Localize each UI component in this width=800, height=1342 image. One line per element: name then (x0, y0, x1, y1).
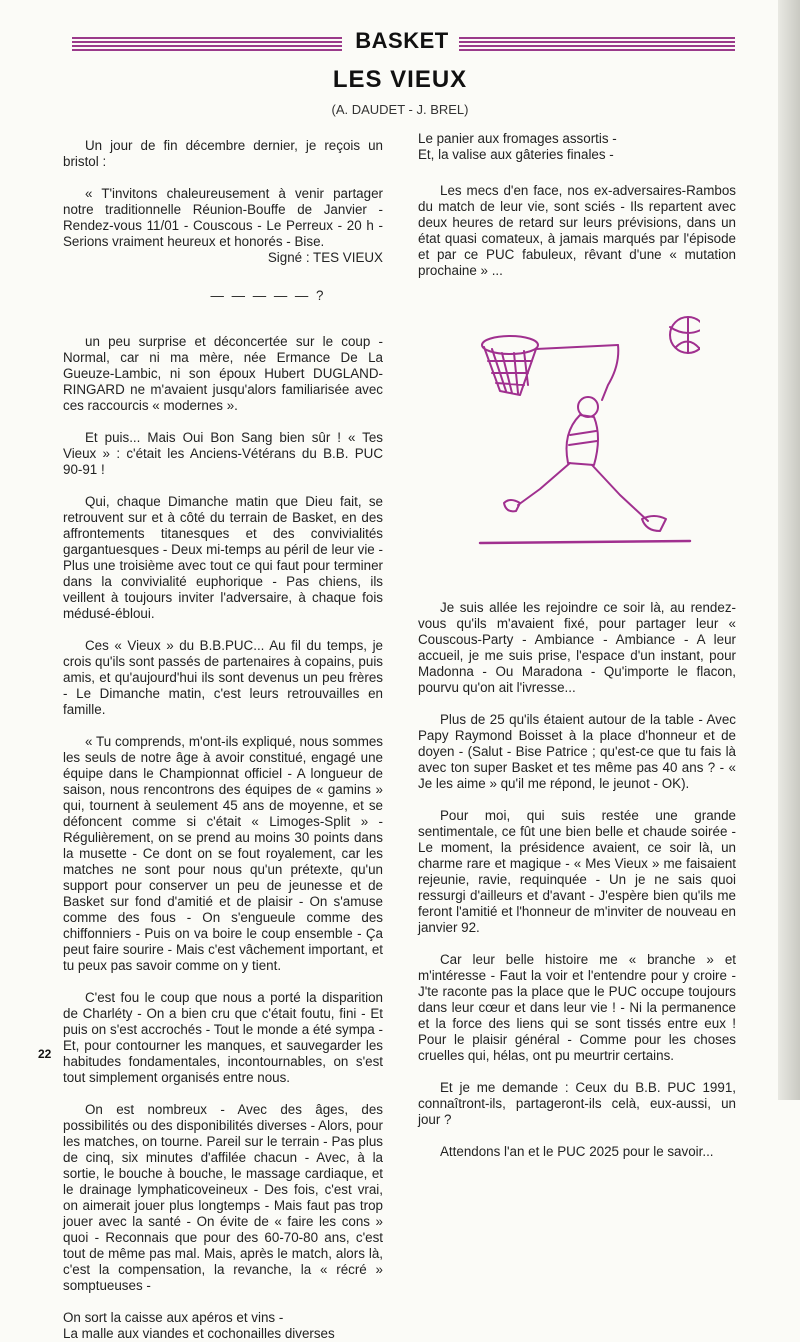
player-body (567, 415, 599, 465)
player-left-shoe (504, 500, 520, 511)
list-line: Et, la valise aux gâteries finales - (418, 147, 614, 162)
paragraph: Plus de 25 qu'ils étaient autour de la table - Avec Papy Raymond Boisset à la place d'honneur et de doyen - (Salut - Bise Patrice ; qu'est-ce que tu fais là avec ton super Basket et tes même pas 40 ans ? - « Je les aime » qu'il me répond, le jeunot - OK). (418, 712, 736, 791)
left-column (63, 138, 383, 1342)
paragraph: Et puis... Mais Oui Bon Sang bien sûr ! « Tes Vieux » : c'était les Anciens-Vétérans du B.B. PUC 90-91 ! (63, 430, 383, 477)
paragraph: Les mecs d'en face, nos ex-adversaires-Rambos du match de leur vie, sont sciés - Ils repartent avec deux heures de retard sur leurs prévisions, dans un état quasi comateux, à jamais marqués par l'épisode et par ce PUC fabuleux, rêvant d'une « mutation prochaine » ... (418, 183, 736, 278)
player-stripes (569, 431, 597, 445)
player-right-shoe (642, 516, 666, 531)
right-column-bottom (418, 600, 736, 1176)
dashes: — — — — — ? (210, 288, 326, 303)
paragraph: Qui, chaque Dimanche matin que Dieu fait, se retrouvent sur et à côté du terrain de Basket, en des affrontements titanesques et des convivialités gargantuesques - Deux mi-temps au péril de leur vie - Plus une troisième avec tout ce qui faut pour terminer dans la convivialité euphorique - Pas chiens, ils veillent à toujours inviter l'adversaire, à chaque fois médusé-ébloui. (63, 494, 383, 621)
paragraph: Je suis allée les rejoindre ce soir là, au rendez-vous qu'ils m'avaient fixé, pour partager leur « Couscous-Party - Ambiance - Ambiance - A leur accueil, je me suis prise, l'espace d'un instant, pour Madonna - Ou Maradona - Qu'importe le flacon, pourvu qu'on ait l'ivresse... (418, 600, 736, 695)
paragraph: Ces « Vieux » du B.B.PUC... Au fil du temps, je crois qu'ils sont passés de partenaires à copains, puis amis, et qu'aujourd'hui ils sont devenus un peu frères - Le Dimanche matin, c'est leurs retrouvailles en famille. (63, 638, 383, 717)
paragraph: Un jour de fin décembre dernier, je reçois un bristol : (63, 138, 383, 169)
player-right-leg (592, 465, 648, 521)
right-column-top (418, 131, 736, 295)
paragraph: C'est fou le coup que nous a porté la disparition de Charléty - On a bien cru que c'était foutu, fini - Et puis on s'est accrochés - Tout le monde a été sympa - Et, pour contourner les manques, et sauvegarder les habitudes fondamentales, incontournables, on s'est tout simplement organisés entre nous. (63, 990, 383, 1085)
signature: Signé : TES VIEUX (267, 250, 383, 265)
net-hoop (482, 336, 538, 354)
paragraph: Attendons l'an et le PUC 2025 pour le savoir... (440, 1144, 714, 1159)
page-number: 22 (38, 1047, 52, 1061)
paragraph: Et je me demande : Ceux du B.B. PUC 1991, connaîtront-ils, partageront-ils celà, eux-aussi, un jour ? (418, 1080, 736, 1127)
page-edge (778, 0, 800, 1100)
header-stripe-left (72, 37, 342, 51)
player-arm (602, 345, 618, 400)
header-stripe-right (459, 37, 735, 51)
paragraph: Pour moi, qui suis restée une grande sentimentale, ce fût une bien belle et chaude soirée - Le moment, la présidence avaient, ce soir là, un charme rare et magique - « Mes Vieux » me faisaient rejeunie, ravie, requinquée - Un je ne sais quoi ressurgi d'ailleurs et d'avant - J'espère bien qu'ils me feront l'amitié et l'honneur de m'inviter de nouveau en janvier 92. (418, 808, 736, 935)
article-title: LES VIEUX (332, 66, 468, 93)
list-line: Le panier aux fromages assortis - (418, 131, 617, 146)
list-line: La malle aux viandes et cochonailles diverses (63, 1326, 335, 1341)
player-head (578, 397, 598, 417)
list-line: On sort la caisse aux apéros et vins - (63, 1310, 284, 1325)
paragraph: On est nombreux - Avec des âges, des possibilités ou des disponibilités diverses - Alors, pour les matches, on tourne. Pareil sur le terrain - Pas plus de cinq, six minutes d'affilée chacun - Avec, à la sortie, le bouche à bouche, le massage cardiaque, et le drainage lymphaticoveineux - Des fois, c'est vrai, on aimerait jouer plus longtemps - Mais faut pas trop jouer avec la santé - On évite de « faire les cons » quoi - Reconnais que pour des 60-70-80 ans, c'est tout de même pas mal. Mais, après le match, alors là, c'est la compensation, la revanche, la « récré » somptueuses - (63, 1102, 383, 1293)
section-header (72, 28, 735, 54)
article-authors: (A. DAUDET - J. BREL) (331, 102, 469, 117)
paragraph: « Tu comprends, m'ont-ils expliqué, nous sommes les seuls de notre âge à avoir constitué, engagé une équipe dans le Championnat officiel - A longueur de saison, nous rencontrons des équipes de « gamins » qui, tournent à seulement 45 ans de moyenne, et se défoncent comme si c'était « Limoges-Split » - Régulièrement, on se prend au moins 30 points dans la musette - Ce dont on se fout royalement, car les matches ne sont pour nous qu'un prétexte, qu'un support pour conserver un peu de jeunesse et de Basket sur fond d'amitié et de plaisir - On s'amuse comme des fous - On s'engueule comme des chiffonniers - Puis on va boire le coup ensemble - Ça peut faire sourire - Mais c'est vâchement important, et tu peux pas savoir comme on y tient. (63, 734, 383, 973)
player-left-leg (518, 463, 570, 505)
invitation-text: « T'invitons chaleureusement à venir partager notre traditionnelle Réunion-Bouffe de Janvier - Rendez-vous 11/01 - Couscous - Le Perreux - 20 h - Serions vraiment heureux et honorés - Bise. (63, 186, 383, 249)
paragraph: Car leur belle histoire me « branche » et m'intéresse - Faut la voir et l'entendre pour y croire - J'te raconte pas la place que le PUC occupe toujours dans leur cœur et dans leur vie ! - Ni la permanence et la force des liens qui se sont tissés entre eux ! Pour le plaisir général - Comme pour les choses cruelles qui, hélas, ont pu meurtrir certains. (418, 952, 736, 1063)
ground-line (480, 541, 690, 543)
section-label: BASKET (355, 28, 449, 53)
paragraph: un peu surprise et déconcertée sur le coup - Normal, car ni ma mère, née Ermance De La Gueuze-Lambic, ni son époux Hubert DUGLAND-RINGARD ne m'avaient jusqu'alors familiarisée avec ces raccourcis « modernes ». (63, 334, 383, 413)
basketball (670, 317, 700, 353)
net-handle (536, 345, 618, 349)
basketball-player-illustration (470, 305, 700, 555)
